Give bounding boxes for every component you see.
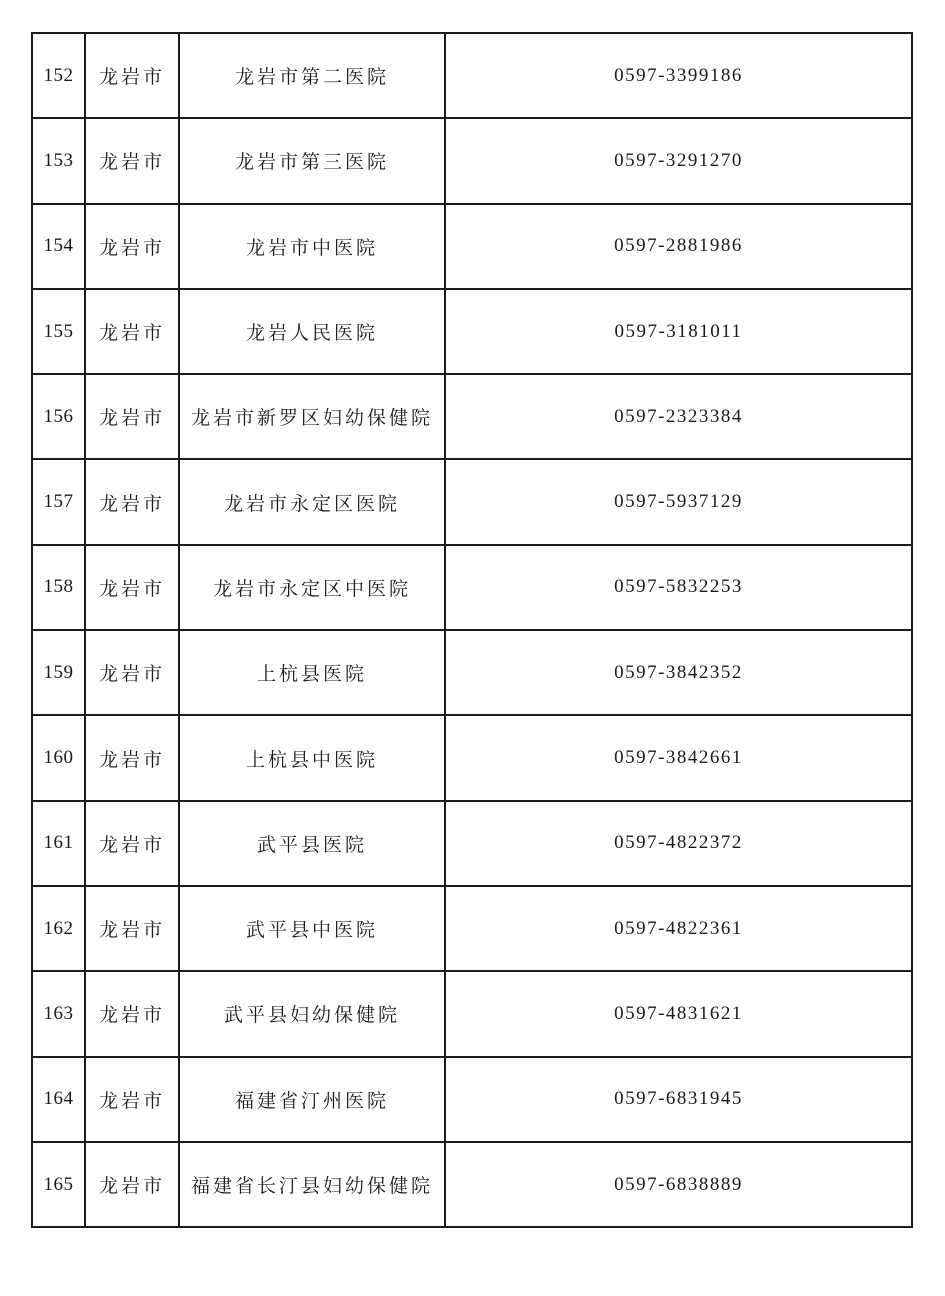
- table-row: [32, 886, 912, 971]
- phone-cell: 0597-3399186: [445, 33, 912, 118]
- hospital-name-cell: 上杭县医院: [179, 630, 445, 715]
- hospital-name-cell: 龙岩市第二医院: [179, 33, 445, 118]
- phone-cell: 0597-3291270: [445, 118, 912, 203]
- phone-cell: 0597-4822372: [445, 801, 912, 886]
- hospital-name-cell: 龙岩市中医院: [179, 204, 445, 289]
- hospital-name-cell: 武平县医院: [179, 801, 445, 886]
- table-row: [32, 545, 912, 630]
- city-cell: 龙岩市: [85, 289, 179, 374]
- hospital-name-cell: 龙岩市第三医院: [179, 118, 445, 203]
- table-row: [32, 33, 912, 118]
- table-row: [32, 459, 912, 544]
- row-number: 161: [32, 801, 85, 886]
- hospital-name-cell: 龙岩市永定区医院: [179, 459, 445, 544]
- row-number: 153: [32, 118, 85, 203]
- row-number: 162: [32, 886, 85, 971]
- phone-cell: 0597-6838889: [445, 1142, 912, 1227]
- phone-cell: 0597-5937129: [445, 459, 912, 544]
- row-number: 159: [32, 630, 85, 715]
- hospital-name-cell: 龙岩市新罗区妇幼保健院: [179, 374, 445, 459]
- phone-cell: 0597-3842352: [445, 630, 912, 715]
- row-number: 165: [32, 1142, 85, 1227]
- table-row: [32, 801, 912, 886]
- phone-cell: 0597-6831945: [445, 1057, 912, 1142]
- row-number: 157: [32, 459, 85, 544]
- phone-cell: 0597-5832253: [445, 545, 912, 630]
- row-number: 155: [32, 289, 85, 374]
- hospital-name-cell: 上杭县中医院: [179, 715, 445, 800]
- document-page: [31, 32, 911, 1228]
- city-cell: 龙岩市: [85, 630, 179, 715]
- table-row: [32, 289, 912, 374]
- row-number: 158: [32, 545, 85, 630]
- city-cell: 龙岩市: [85, 459, 179, 544]
- table-row: [32, 630, 912, 715]
- table-row: [32, 971, 912, 1056]
- phone-cell: 0597-3842661: [445, 715, 912, 800]
- city-cell: 龙岩市: [85, 971, 179, 1056]
- city-cell: 龙岩市: [85, 1142, 179, 1227]
- city-cell: 龙岩市: [85, 545, 179, 630]
- phone-cell: 0597-4831621: [445, 971, 912, 1056]
- table-row: [32, 374, 912, 459]
- table-row: [32, 118, 912, 203]
- table-body: [32, 33, 912, 1227]
- city-cell: 龙岩市: [85, 204, 179, 289]
- city-cell: 龙岩市: [85, 715, 179, 800]
- city-cell: 龙岩市: [85, 1057, 179, 1142]
- phone-cell: 0597-3181011: [445, 289, 912, 374]
- row-number: 160: [32, 715, 85, 800]
- table-row: [32, 715, 912, 800]
- row-number: 164: [32, 1057, 85, 1142]
- hospital-name-cell: 武平县中医院: [179, 886, 445, 971]
- table-row: [32, 204, 912, 289]
- table-row: [32, 1057, 912, 1142]
- hospital-name-cell: 龙岩人民医院: [179, 289, 445, 374]
- hospital-directory-table: [31, 32, 913, 1228]
- row-number: 152: [32, 33, 85, 118]
- row-number: 163: [32, 971, 85, 1056]
- hospital-name-cell: 福建省汀州医院: [179, 1057, 445, 1142]
- phone-cell: 0597-4822361: [445, 886, 912, 971]
- row-number: 156: [32, 374, 85, 459]
- city-cell: 龙岩市: [85, 118, 179, 203]
- hospital-name-cell: 武平县妇幼保健院: [179, 971, 445, 1056]
- city-cell: 龙岩市: [85, 886, 179, 971]
- table-row: [32, 1142, 912, 1227]
- city-cell: 龙岩市: [85, 801, 179, 886]
- row-number: 154: [32, 204, 85, 289]
- phone-cell: 0597-2881986: [445, 204, 912, 289]
- hospital-name-cell: 龙岩市永定区中医院: [179, 545, 445, 630]
- city-cell: 龙岩市: [85, 374, 179, 459]
- hospital-name-cell: 福建省长汀县妇幼保健院: [179, 1142, 445, 1227]
- city-cell: 龙岩市: [85, 33, 179, 118]
- phone-cell: 0597-2323384: [445, 374, 912, 459]
